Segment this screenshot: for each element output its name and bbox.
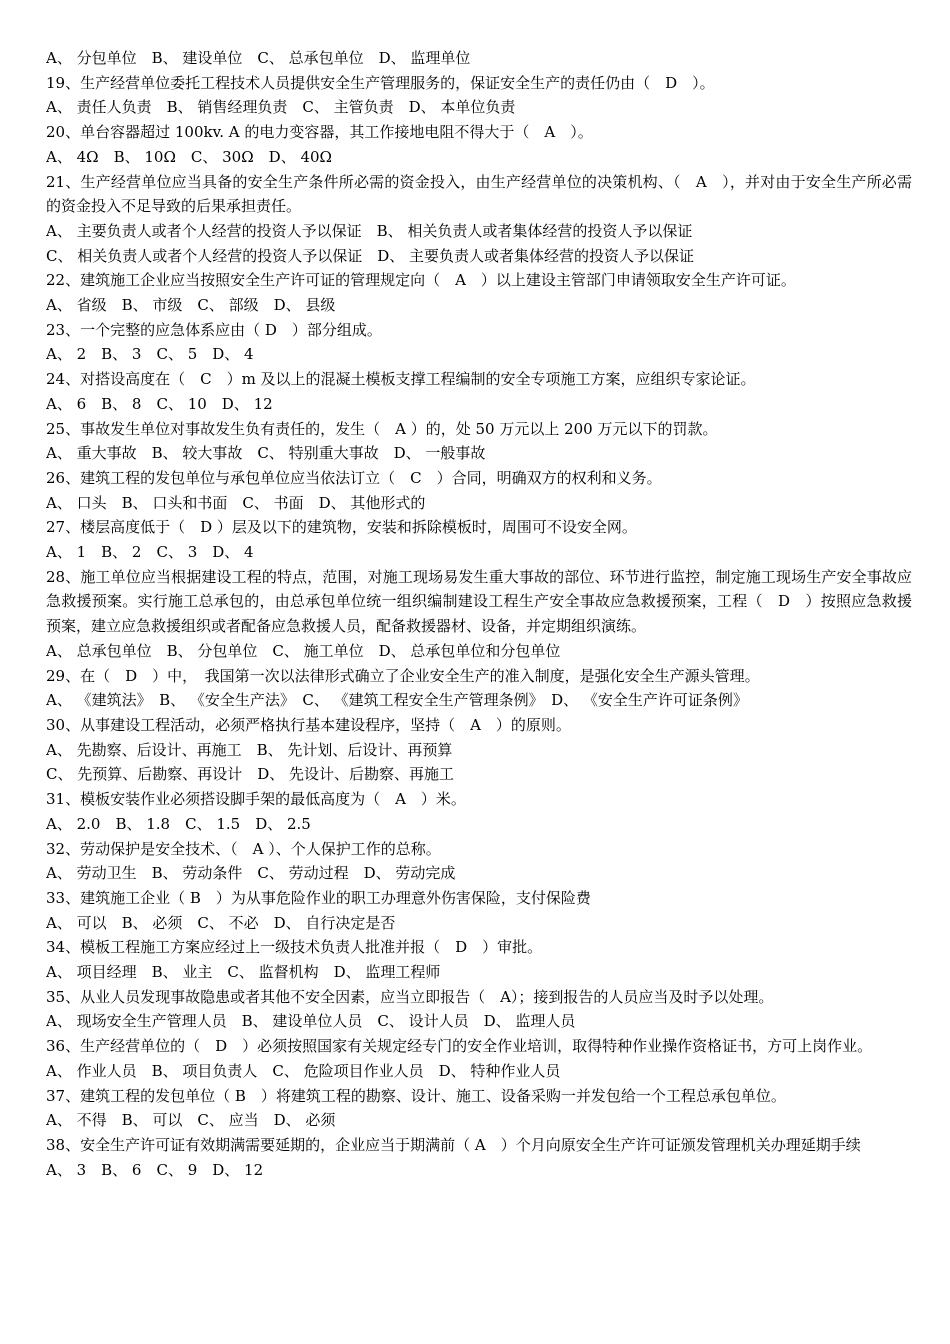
q24-question: 24、对搭设高度在（ C ）m 及以上的混凝土模板支撑工程编制的安全专项施工方案，应组织专家论证。 bbox=[46, 370, 756, 389]
q19-options: A、 责任人负责 B、 销售经理负责 C、 主管负责 D、 本单位负责 bbox=[46, 98, 516, 117]
q26-options: A、 口头 B、 口头和书面 C、 书面 D、 其他形式的 bbox=[46, 493, 426, 512]
q29-options: A、 《建筑法》 B、 《安全生产法》 C、 《建筑工程安全生产管理条例》 D、 《安全生产许可证条例》 bbox=[46, 691, 748, 710]
q36-question: 36、生产经营单位的（ D ）必须按照国家有关规定经专门的安全作业培训，取得特种作业操作资格证书，方可上岗作业。 bbox=[46, 1037, 873, 1056]
q20-options: A、 4Ω B、 10Ω C、 30Ω D、 40Ω bbox=[46, 147, 332, 166]
q19-question: 19、生产经营单位委托工程技术人员提供安全生产管理服务的，保证安全生产的责任仍由（ D ）。 bbox=[46, 73, 715, 92]
q32-question: 32、劳动保护是安全技术、（ A ）、个人保护工作的总称。 bbox=[46, 839, 441, 858]
q20-question: 20、单台容器超过 100kv. A 的电力变容器，其工作接地电阻不得大于（ A ）。 bbox=[46, 123, 593, 142]
q38-question: 38、安全生产许可证有效期满需要延期的，企业应当于期满前（ A ）个月向原安全生产许可证颁发管理机关办理延期手续 bbox=[46, 1135, 861, 1154]
q36-options: A、 作业人员 B、 项目负责人 C、 危险项目作业人员 D、 特种作业人员 bbox=[46, 1061, 561, 1080]
q23-options: A、 2 B、 3 C、 5 D、 4 bbox=[46, 345, 254, 364]
q34-options: A、 项目经理 B、 业主 C、 监督机构 D、 监理工程师 bbox=[46, 963, 441, 982]
q33-question: 33、建筑施工企业（ B ）为从事危险作业的职工办理意外伤害保险，支付保险费 bbox=[46, 888, 591, 907]
q28-options: A、 总承包单位 B、 分包单位 C、 施工单位 D、 总承包单位和分包单位 bbox=[46, 641, 561, 660]
q21-question: 21、生产经营单位应当具备的安全生产条件所必需的资金投入，由生产经营单位的决策机构、（ A ），并对由于安全生产所必需的资金投入不足导致的后果承担责任。 bbox=[46, 172, 912, 216]
q37-question: 37、建筑工程的发包单位（ B ）将建筑工程的勘察、设计、施工、设备采购一并发包给一个工程总承包单位。 bbox=[46, 1086, 786, 1105]
q30-question: 30、从事建设工程活动，必须严格执行基本建设程序，坚持（ A ）的原则。 bbox=[46, 715, 571, 734]
q32-options: A、 劳动卫生 B、 劳动条件 C、 劳动过程 D、 劳动完成 bbox=[46, 864, 456, 883]
q25-question: 25、事故发生单位对事故发生负有责任的，发生（ A ）的，处 50 万元以上 200 万元以下的罚款。 bbox=[46, 419, 718, 438]
q34-question: 34、模板工程施工方案应经过上一级技术负责人批准并报（ D ）审批。 bbox=[46, 938, 543, 957]
q38-options: A、 3 B、 6 C、 9 D、 12 bbox=[46, 1160, 264, 1179]
q27-options: A、 1 B、 2 C、 3 D、 4 bbox=[46, 543, 254, 562]
q29-question: 29、在（ D ）中， 我国第一次以法律形式确立了企业安全生产的准入制度，是强化安全生产源头管理。 bbox=[46, 666, 760, 685]
q22-options: A、 省级 B、 市级 C、 部级 D、 县级 bbox=[46, 296, 336, 315]
q27-question: 27、楼层高度低于（ D ）层及以下的建筑物，安装和拆除模板时，周围可不设安全网。 bbox=[46, 518, 637, 537]
q21-options-ab: A、 主要负责人或者个人经营的投资人予以保证 B、 相关负责人或者集体经营的投资人予以保证 bbox=[46, 221, 693, 240]
q33-options: A、 可以 B、 必须 C、 不必 D、 自行决定是否 bbox=[46, 913, 396, 932]
q31-question: 31、模板安装作业必须搭设脚手架的最低高度为（ A ）米。 bbox=[46, 790, 466, 809]
q30-options-cd: C、 先预算、后勘察、再设计 D、 先设计、后勘察、再施工 bbox=[46, 765, 455, 784]
q21-options-cd: C、 相关负责人或者个人经营的投资人予以保证 D、 主要负责人或者集体经营的投资人予以保证 bbox=[46, 246, 695, 265]
q30-options-ab: A、 先勘察、后设计、再施工 B、 先计划、后设计、再预算 bbox=[46, 740, 453, 759]
q23-question: 23、一个完整的应急体系应由（ D ）部分组成。 bbox=[46, 320, 382, 339]
q28-question: 28、施工单位应当根据建设工程的特点，范围，对施工现场易发生重大事故的部位、环节进行监控，制定施工现场生产安全事故应急救援预案。实行施工总承包的，由总承包单位统一组织编制建设工程生产安全事故应急救援预案，工程（ D ）按照应急救援预案，建立应急救援组织或者配备应急救援人员，配备救援器材、设备，并定期组织演练。 bbox=[46, 567, 912, 636]
q37-options: A、 不得 B、 可以 C、 应当 D、 必须 bbox=[46, 1111, 336, 1130]
q18-options: A、 分包单位 B、 建设单位 C、 总承包单位 D、 监理单位 bbox=[46, 49, 471, 67]
q25-options: A、 重大事故 B、 较大事故 C、 特别重大事故 D、 一般事故 bbox=[46, 444, 486, 463]
q26-question: 26、建筑工程的发包单位与承包单位应当依法订立（ C ）合同，明确双方的权利和义务。 bbox=[46, 468, 662, 487]
q31-options: A、 2.0 B、 1.8 C、 1.5 D、 2.5 bbox=[46, 814, 311, 833]
q35-options: A、 现场安全生产管理人员 B、 建设单位人员 C、 设计人员 D、 监理人员 bbox=[46, 1012, 576, 1031]
q35-question: 35、从业人员发现事故隐患或者其他不安全因素，应当立即报告（ A）；接到报告的人员应当及时予以处理。 bbox=[46, 987, 774, 1006]
q24-options: A、 6 B、 8 C、 10 D、 12 bbox=[46, 394, 273, 413]
q22-question: 22、建筑施工企业应当按照安全生产许可证的管理规定向（ A ）以上建设主管部门申请领取安全生产许可证。 bbox=[46, 271, 796, 290]
